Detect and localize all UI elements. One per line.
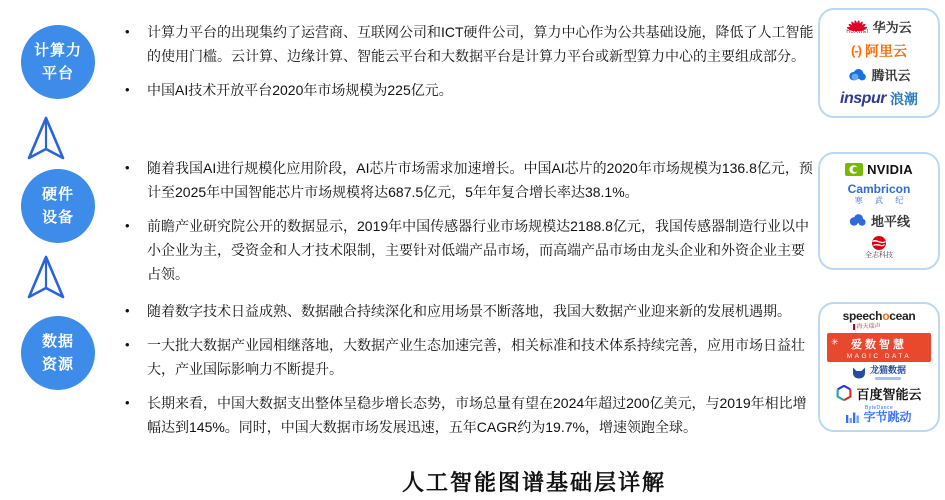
logo-tencent-cloud (847, 65, 910, 84)
logo-bytedance (846, 406, 911, 424)
huawei-wordmark: HUAWEI (846, 29, 869, 36)
logo-longmao-data (852, 366, 906, 380)
brand-label: 阿里云 (865, 42, 907, 59)
magicdata-wordmark: MAGIC DATA (846, 353, 912, 361)
node-label-line2: 资源 (41, 356, 74, 373)
brand-label: 地平线 (870, 213, 910, 229)
page-title: 人工智能图谱基础层详解 (402, 470, 667, 495)
node-hardware-devices (21, 169, 95, 243)
longmao-subtext-placeholder (875, 377, 901, 380)
bullet-item (125, 214, 817, 286)
section-computing-platform (125, 20, 817, 112)
brand-label: 腾讯云 (871, 68, 911, 84)
bullet-item (125, 20, 817, 68)
brand-label: 龙猫数据 (869, 364, 906, 375)
bytedance-row (846, 411, 911, 424)
logo-nvidia (845, 162, 913, 177)
allwinner-swirl-icon (871, 235, 887, 251)
bullet-text: • 随着数字技术日益成熟、数据融合持续深化和应用场景不断落地，我国大数据产业迎来新的发展机遇期。 (147, 303, 791, 319)
speechocean-wordmark: speechocean (842, 309, 916, 324)
brand-label: 寒 武 纪 (854, 196, 909, 206)
horizon-brain-icon (848, 213, 867, 227)
logo-allwinner (865, 235, 893, 259)
longmao-label-stack (870, 366, 906, 380)
bullet-item (125, 391, 817, 439)
nvidia-eye-icon (845, 163, 863, 176)
logo-baidu-ai-cloud (836, 384, 921, 403)
logo-huawei-cloud (846, 17, 911, 36)
longmao-animal-icon (852, 367, 866, 379)
brand-label: 华为云 (872, 20, 912, 36)
bullet-item (125, 78, 817, 102)
node-label-line2: 设备 (41, 209, 74, 226)
brand-label: 百度智能云 (856, 386, 922, 402)
bytedance-wordmark: ByteDance (864, 404, 894, 411)
logo-speechocean (843, 310, 916, 330)
brand-label: 海天瑞声 (853, 324, 881, 330)
bytedance-bars-icon (846, 411, 859, 423)
section-data-resources (125, 299, 817, 449)
logo-alibaba-cloud (851, 41, 907, 61)
node-label-line1: 硬件 (41, 186, 74, 203)
logo-cambricon (848, 183, 911, 206)
bullet-item (125, 333, 817, 381)
bullet-text: • 随着我国AI进行规模化应用阶段，AI芯片市场需求加速增长。中国AI芯片的2020年市场规模为136.8亿元，预计至2025年中国智能芯片市场规模将达687.5亿元，5年年复合增长率达38.1%。 (147, 160, 813, 200)
node-label-line1: 数据 (41, 333, 74, 350)
node-label-line2: 平台 (41, 65, 74, 82)
logo-horizon-robotics (848, 211, 910, 230)
brand-label: ✳ 爱数智慧 (851, 339, 907, 352)
inspur-wordmark: inspur (840, 89, 886, 107)
bullet-text: • 中国AI技术开放平台2020年市场规模为225亿元。 (147, 82, 453, 98)
baidu-hexagon-icon (836, 385, 852, 401)
logo-card-hardware (818, 152, 940, 270)
huawei-flower-icon (846, 18, 868, 35)
up-arrow-icon (26, 115, 66, 161)
bullet-text: • 前瞻产业研究院公开的数据显示，2019年中国传感器行业市场规模达2188.8亿元，我国传感器制造行业以中小企业为主，受资金和人才技术限制，主要针对低端产品市场，而高端产品市场由龙头企业和外资企业主要占领。 (147, 218, 809, 282)
bullet-item (125, 299, 817, 323)
bullet-text: • 长期来看，中国大数据支出整体呈稳步增长态势，市场总量有望在2024年超过200亿美元，与2019年相比增幅达到145%。同时，中国大数据市场发展迅速，五年CAGR约为19.7%，增速领跑全球。 (147, 395, 807, 435)
logo-magic-data (827, 333, 931, 362)
speechocean-orange-o-icon: o (882, 309, 890, 324)
up-arrow-icon (26, 254, 66, 300)
bullet-text: • 计算力平台的出现集约了运营商、互联网公司和ICT硬件公司，算力中心作为公共基础设施，降低了人工智能的使用门槛。云计算、边缘计算、智能云平台和大数据平台是计算力平台或新型算力中心的主要组成部分。 (147, 24, 814, 64)
bullet-text: • 一大批大数据产业园相继落地，大数据产业生态加速完善，相关标准和技术体系持续完善，应用市场日益壮大，产业国际影响力不断提升。 (147, 337, 805, 377)
brand-label: 字节跳动 (863, 410, 912, 425)
logo-inspur (840, 89, 918, 109)
node-computing-power-platform (21, 25, 95, 99)
tencent-cloud-icon (847, 68, 867, 81)
brand-label: NVIDIA (867, 162, 913, 178)
node-label-line1: 计算力 (33, 42, 82, 59)
bullet-item (125, 156, 817, 204)
alibaba-cloud-bracket-icon: (-) (851, 43, 861, 59)
brand-label: 全志科技 (865, 252, 893, 260)
section-hardware-devices (125, 156, 817, 296)
brand-label: 浪潮 (889, 90, 918, 107)
logo-card-computing-platform (818, 8, 940, 118)
cambricon-wordmark: Cambricon (847, 181, 911, 196)
node-data-resources (21, 316, 95, 390)
logo-card-data (818, 302, 940, 432)
